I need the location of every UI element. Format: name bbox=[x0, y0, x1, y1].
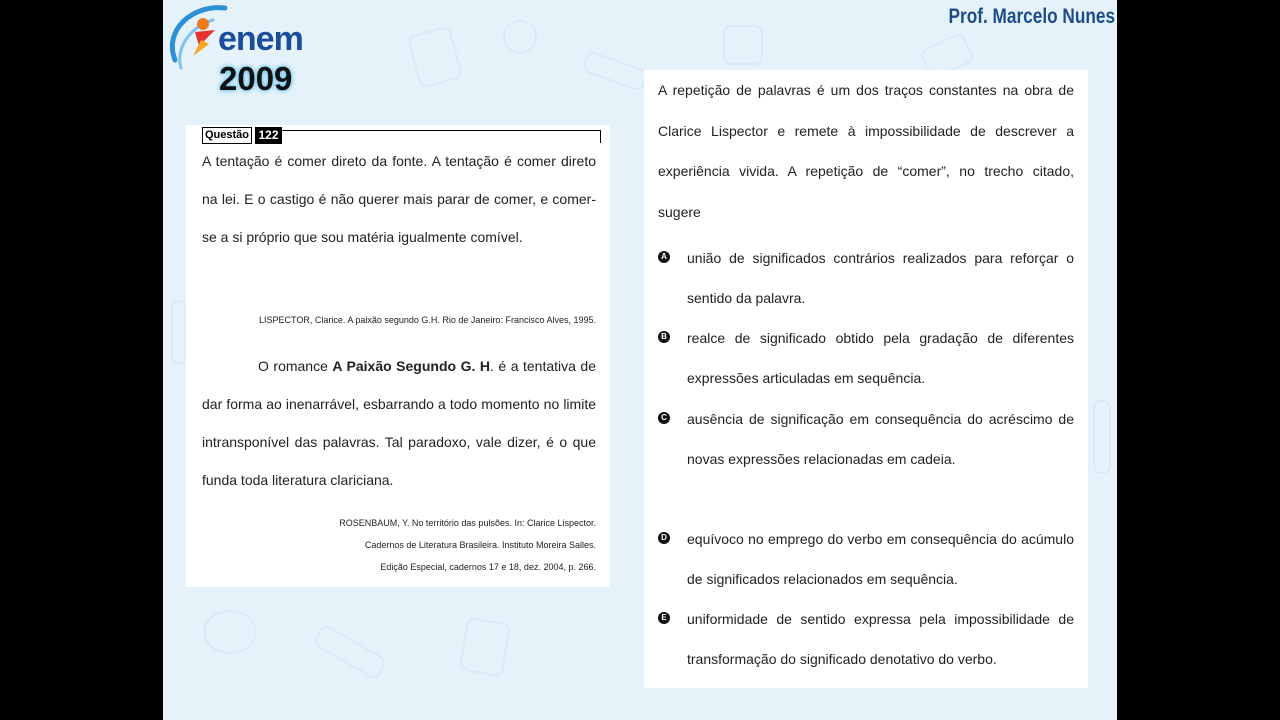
background-doodle bbox=[459, 617, 512, 678]
background-doodle bbox=[407, 25, 463, 89]
background-doodle bbox=[171, 300, 187, 364]
logo-text: enem bbox=[218, 20, 303, 58]
option-a-marker: A bbox=[658, 251, 670, 263]
option-e-marker: E bbox=[658, 612, 670, 624]
excerpt-rosenbaum-prefix: O romance bbox=[258, 358, 333, 374]
background-doodle bbox=[1093, 400, 1111, 474]
question-options-panel bbox=[644, 70, 1088, 688]
reference-rosenbaum bbox=[339, 512, 596, 578]
novel-title: A Paixão Segundo G. H bbox=[332, 358, 490, 374]
option-a-text: união de significados contrários realizados para reforçar o sentido da palavra. bbox=[687, 250, 1074, 306]
background-doodle bbox=[312, 623, 388, 681]
question-text-panel bbox=[186, 125, 610, 587]
reference-line: ROSENBAUM, Y. No território das pulsões. In: Clarice Lispector. bbox=[339, 518, 596, 528]
option-c-marker: C bbox=[658, 412, 670, 424]
excerpt-rosenbaum-body: . é a tentativa de dar forma ao inenarrável, esbarrando a todo momento no limite intransponível das palavras. Tal paradoxo, vale dizer, é o que funda toda literatura clariciana. bbox=[202, 358, 597, 488]
option-c-text: ausência de significação em consequência do acréscimo de novas expressões relacionadas em cadeia. bbox=[687, 411, 1074, 467]
option-d-marker: D bbox=[658, 532, 670, 544]
background-doodle bbox=[581, 50, 649, 93]
option-b-text: realce de significado obtido pela gradação de diferentes expressões articuladas em sequência. bbox=[687, 330, 1074, 386]
option-e-text: uniformidade de sentido expressa pela impossibilidade de transformação do significado denotativo do verbo. bbox=[687, 611, 1074, 667]
question-header bbox=[202, 125, 600, 143]
question-label: Questão bbox=[202, 127, 252, 144]
background-doodle bbox=[203, 610, 257, 654]
option-d-text: equívoco no emprego do verbo em consequência do acúmulo de significados relacionados em sequência. bbox=[687, 531, 1074, 587]
option-b-marker: B bbox=[658, 331, 670, 343]
author-name: Prof. Marcelo Nunes bbox=[948, 5, 1115, 28]
reference-line: Cadernos de Literatura Brasileira. Instituto Moreira Salles. bbox=[364, 540, 596, 550]
background-doodle bbox=[503, 20, 537, 54]
slide bbox=[163, 0, 1117, 720]
excerpt-rosenbaum bbox=[202, 347, 596, 499]
background-doodle bbox=[723, 25, 763, 65]
question-number: 122 bbox=[255, 127, 282, 144]
reference-lispector: LISPECTOR, Clarice. A paixão segundo G.H. Rio de Janeiro: Francisco Alves, 1995. bbox=[258, 315, 596, 325]
excerpt-lispector: A tentação é comer direto da fonte. A tentação é comer direto na lei. E o castigo é não querer mais parar de comer, e comer-se a si próprio que sou matéria igualmente comível. bbox=[202, 153, 596, 245]
logo-year: 2009 bbox=[219, 60, 293, 97]
question-stem: A repetição de palavras é um dos traços constantes na obra de Clarice Lispector e remete à impossibilidade de descrever a experiência vivida. A repetição de “comer”, no trecho citado, sugere bbox=[658, 82, 1074, 220]
reference-line: Edição Especial, cadernos 17 e 18, dez. 2004, p. 266. bbox=[380, 562, 596, 572]
enem-logo bbox=[163, 0, 333, 100]
